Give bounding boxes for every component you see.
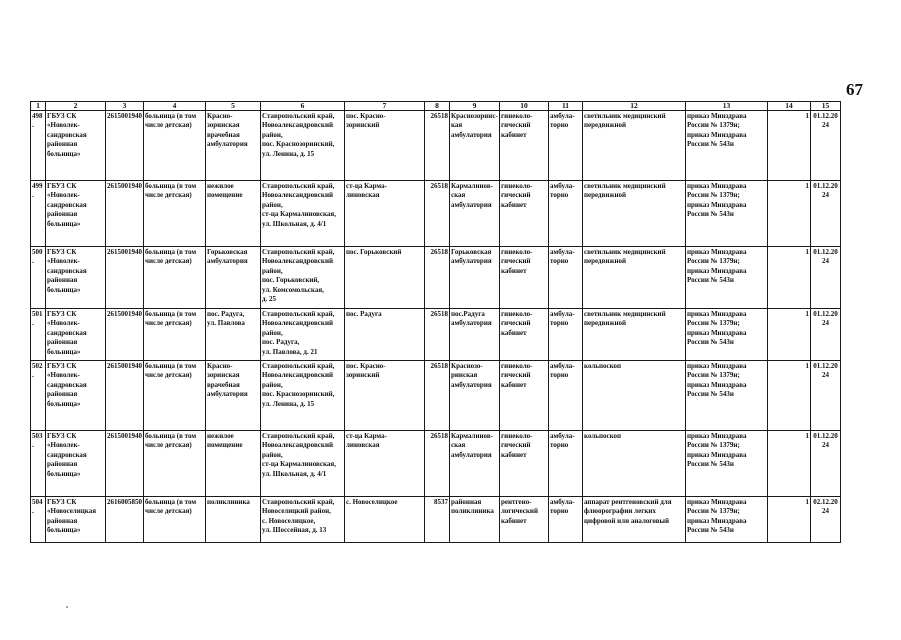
cell-address xyxy=(261,309,345,361)
cell-room-text: гинеколо- гический кабинет xyxy=(501,432,533,459)
cell-org-type-text: больница (в том числе детская) xyxy=(145,432,197,450)
cell-unit xyxy=(206,361,261,431)
cell-org-type xyxy=(144,309,206,361)
cell-organization-text: ГБУЗ СК «Новолек- сандровская районная больница» xyxy=(47,182,87,228)
cell-care-form xyxy=(549,497,583,543)
cell-facility-text: Горьковская амбулатория xyxy=(451,248,492,266)
table-row xyxy=(31,431,841,497)
cell-inn xyxy=(106,431,144,497)
cell-row-number xyxy=(31,497,46,543)
cell-basis xyxy=(686,181,768,247)
column-header: 11 xyxy=(549,102,583,111)
cell-settlement xyxy=(345,309,425,361)
cell-address xyxy=(261,361,345,431)
table-row xyxy=(31,247,841,309)
cell-code-text: 26518 xyxy=(430,362,448,370)
cell-room-text: гинеколо- гический кабинет xyxy=(501,182,533,209)
cell-organization xyxy=(46,111,106,181)
cell-facility-text: Кармалинов- ская амбулатория xyxy=(451,182,493,209)
table-body xyxy=(31,111,841,543)
column-header: 15 xyxy=(811,102,841,111)
cell-settlement xyxy=(345,497,425,543)
cell-room xyxy=(500,181,549,247)
column-header: 3 xyxy=(106,102,144,111)
cell-unit-text: Красно- зоринская врачебная амбулатория xyxy=(207,362,248,399)
cell-date xyxy=(811,431,841,497)
cell-care-form-text: амбула- торно xyxy=(550,432,575,450)
cell-organization-text: ГБУЗ СК «Новолек- сандровская районная больница» xyxy=(47,248,87,294)
cell-room-text: гинеколо- гический кабинет xyxy=(501,310,533,337)
cell-address xyxy=(261,181,345,247)
cell-organization xyxy=(46,497,106,543)
cell-equipment xyxy=(583,309,686,361)
cell-inn-text: 2615001940 xyxy=(107,248,142,256)
cell-code-text: 26518 xyxy=(430,112,448,120)
cell-org-type xyxy=(144,497,206,543)
cell-basis xyxy=(686,497,768,543)
cell-org-type xyxy=(144,247,206,309)
cell-row-number-text: 504. xyxy=(32,498,43,516)
cell-basis-text: приказ Минздрава России № 1379н; приказ Минздрава России № 543н xyxy=(687,310,747,347)
cell-date-text: 01.12.2024 xyxy=(813,362,838,380)
cell-row-number-text: 503. xyxy=(32,432,43,450)
cell-care-form-text: амбула- торно xyxy=(550,112,575,130)
column-header: 10 xyxy=(500,102,549,111)
cell-unit-text: Горьковская амбулатория xyxy=(207,248,248,266)
cell-code xyxy=(425,497,450,543)
cell-row-number-text: 498. xyxy=(32,112,43,130)
cell-quantity-text: 1 xyxy=(805,248,809,256)
cell-settlement xyxy=(345,247,425,309)
column-header: 5 xyxy=(206,102,261,111)
cell-organization-text: ГБУЗ СК «Новолек- сандровская районная больница» xyxy=(47,432,87,478)
cell-equipment xyxy=(583,247,686,309)
cell-care-form-text: амбула- торно xyxy=(550,310,575,328)
cell-facility xyxy=(450,111,500,181)
cell-quantity-text: 1 xyxy=(805,182,809,190)
cell-unit-text: нежилое помещение xyxy=(207,432,243,450)
cell-org-type-text: больница (в том числе детская) xyxy=(145,310,197,328)
cell-date-text: 02.12.2024 xyxy=(813,498,838,516)
cell-settlement xyxy=(345,181,425,247)
cell-unit xyxy=(206,247,261,309)
cell-address xyxy=(261,111,345,181)
cell-org-type xyxy=(144,181,206,247)
cell-facility xyxy=(450,309,500,361)
cell-room-text: гинеколо- гический кабинет xyxy=(501,362,533,389)
cell-settlement xyxy=(345,361,425,431)
cell-address xyxy=(261,247,345,309)
cell-room-text: гинеколо- гический кабинет xyxy=(501,248,533,275)
cell-org-type xyxy=(144,361,206,431)
cell-code xyxy=(425,431,450,497)
header-row xyxy=(31,102,841,111)
cell-settlement-text: пос. Радуга xyxy=(346,310,382,318)
cell-facility-text: Кармалинов- ская амбулатория xyxy=(451,432,493,459)
cell-settlement-text: ст-ца Карма- линовская xyxy=(346,432,387,450)
cell-address-text: Ставропольский край, Новоалександровский район, пос. Краснозоринский, ул. Ленина, д. 15 xyxy=(262,362,335,408)
cell-date-text: 01.12.2024 xyxy=(813,310,838,328)
cell-equipment-text: светильник медицинский передвижной xyxy=(584,182,666,200)
cell-equipment xyxy=(583,111,686,181)
cell-room xyxy=(500,431,549,497)
cell-facility xyxy=(450,497,500,543)
cell-basis-text: приказ Минздрава России № 1379н; приказ Минздрава России № 543н xyxy=(687,362,747,399)
cell-org-type-text: больница (в том числе детская) xyxy=(145,182,197,200)
cell-organization xyxy=(46,247,106,309)
cell-settlement-text: пос. Красно- зоринский xyxy=(346,362,386,380)
cell-date xyxy=(811,497,841,543)
cell-basis xyxy=(686,361,768,431)
cell-org-type-text: больница (в том числе детская) xyxy=(145,362,197,380)
cell-organization xyxy=(46,431,106,497)
cell-equipment xyxy=(583,431,686,497)
cell-address-text: Ставропольский край, Новоселицкий район, с. Новоселицкое, ул. Шоссейная, д. 13 xyxy=(262,498,335,535)
cell-code-text: 26518 xyxy=(430,182,448,190)
cell-code-text: 8537 xyxy=(434,498,448,506)
cell-basis-text: приказ Минздрава России № 1379н; приказ Минздрава России № 543н xyxy=(687,182,747,219)
cell-basis xyxy=(686,309,768,361)
cell-code xyxy=(425,111,450,181)
cell-care-form-text: амбула- торно xyxy=(550,498,575,516)
cell-quantity xyxy=(768,247,811,309)
cell-inn-text: 2616005850 xyxy=(107,498,142,506)
column-header: 1 xyxy=(31,102,46,111)
cell-org-type-text: больница (в том числе детская) xyxy=(145,248,197,266)
cell-room xyxy=(500,497,549,543)
cell-date xyxy=(811,111,841,181)
cell-code-text: 26518 xyxy=(430,432,448,440)
cell-organization-text: ГБУЗ СК «Новолек- сандровская районная больница» xyxy=(47,310,87,356)
cell-inn-text: 2615001940 xyxy=(107,432,142,440)
cell-code xyxy=(425,361,450,431)
cell-care-form-text: амбула- торно xyxy=(550,182,575,200)
cell-basis xyxy=(686,247,768,309)
cell-code-text: 26518 xyxy=(430,310,448,318)
cell-unit xyxy=(206,181,261,247)
cell-facility xyxy=(450,247,500,309)
column-header: 9 xyxy=(450,102,500,111)
table-row xyxy=(31,497,841,543)
cell-address-text: Ставропольский край, Новоалександровский район, пос. Краснозоринский, ул. Ленина, д. 15 xyxy=(262,112,335,158)
cell-unit-text: Красно- зоринская врачебная амбулатория xyxy=(207,112,248,149)
cell-unit xyxy=(206,497,261,543)
cell-inn-text: 2615001940 xyxy=(107,362,142,370)
cell-settlement-text: пос. Горьковский xyxy=(346,248,402,256)
cell-equipment xyxy=(583,497,686,543)
cell-org-type xyxy=(144,111,206,181)
cell-room-text: рентгено- логический кабинет xyxy=(501,498,538,525)
cell-care-form xyxy=(549,247,583,309)
cell-basis xyxy=(686,431,768,497)
page-number: 67 xyxy=(846,80,863,99)
cell-care-form-text: амбула- торно xyxy=(550,362,575,380)
cell-equipment-text: светильник медицинский передвижной xyxy=(584,248,666,266)
cell-inn xyxy=(106,181,144,247)
cell-care-form-text: амбула- торно xyxy=(550,248,575,266)
cell-unit xyxy=(206,431,261,497)
cell-settlement-text: пос. Красно- зоринский xyxy=(346,112,386,130)
registry-table xyxy=(30,101,841,543)
table-row xyxy=(31,111,841,181)
cell-basis xyxy=(686,111,768,181)
column-header: 13 xyxy=(686,102,768,111)
cell-facility-text: районная поликлиника xyxy=(451,498,494,516)
cell-row-number xyxy=(31,247,46,309)
cell-address xyxy=(261,431,345,497)
cell-date-text: 01.12.2024 xyxy=(813,182,838,200)
cell-quantity-text: 1 xyxy=(805,498,809,506)
cell-organization xyxy=(46,181,106,247)
cell-row-number-text: 502. xyxy=(32,362,43,380)
cell-equipment xyxy=(583,181,686,247)
cell-room xyxy=(500,247,549,309)
cell-date xyxy=(811,247,841,309)
cell-unit-text: пос. Радуга, ул. Павлова xyxy=(207,310,245,328)
scan-speck xyxy=(66,606,68,608)
cell-org-type-text: больница (в том числе детская) xyxy=(145,498,197,516)
cell-quantity xyxy=(768,497,811,543)
cell-address-text: Ставропольский край, Новоалександровский район, ст-ца Кармалиновская, ул. Школьная, д. 4/1 xyxy=(262,432,336,478)
cell-basis-text: приказ Минздрава России № 1379н; приказ Минздрава России № 543н xyxy=(687,432,747,469)
table-row xyxy=(31,309,841,361)
cell-address-text: Ставропольский край, Новоалександровский район, пос. Радуга, ул. Павлова, д. 21 xyxy=(262,310,335,356)
cell-equipment-text: кольпоскоп xyxy=(584,362,622,370)
cell-equipment-text: светильник медицинский передвижной xyxy=(584,310,666,328)
cell-org-type xyxy=(144,431,206,497)
cell-unit xyxy=(206,111,261,181)
cell-date-text: 01.12.2024 xyxy=(813,112,838,130)
cell-row-number-text: 501. xyxy=(32,310,43,328)
cell-inn xyxy=(106,309,144,361)
cell-facility-text: пос.Радуга амбулатория xyxy=(451,310,492,328)
cell-equipment-text: светильник медицинский передвижной xyxy=(584,112,666,130)
cell-equipment-text: аппарат рентгеновский для флюорографии легких цифровой или аналоговый xyxy=(584,498,672,525)
cell-facility xyxy=(450,431,500,497)
cell-equipment xyxy=(583,361,686,431)
cell-settlement-text: ст-ца Карма- линовская xyxy=(346,182,387,200)
cell-unit-text: нежилое помещение xyxy=(207,182,243,200)
cell-quantity-text: 1 xyxy=(805,362,809,370)
cell-facility xyxy=(450,181,500,247)
cell-inn xyxy=(106,111,144,181)
column-header: 6 xyxy=(261,102,345,111)
cell-row-number xyxy=(31,361,46,431)
cell-quantity-text: 1 xyxy=(805,432,809,440)
cell-code xyxy=(425,247,450,309)
cell-row-number-text: 500. xyxy=(32,248,43,266)
cell-basis-text: приказ Минздрава России № 1379н; приказ Минздрава России № 543н xyxy=(687,248,747,285)
column-header: 14 xyxy=(768,102,811,111)
cell-inn-text: 2615001940 xyxy=(107,310,142,318)
cell-care-form xyxy=(549,309,583,361)
cell-facility-text: Краснозоринс- кая амбулатория xyxy=(451,112,498,139)
cell-row-number xyxy=(31,111,46,181)
cell-care-form xyxy=(549,111,583,181)
cell-basis-text: приказ Минздрава России № 1379н; приказ Минздрава России № 543н xyxy=(687,498,747,535)
cell-code xyxy=(425,309,450,361)
cell-room xyxy=(500,309,549,361)
cell-code-text: 26518 xyxy=(430,248,448,256)
table-row xyxy=(31,361,841,431)
cell-settlement xyxy=(345,431,425,497)
cell-quantity xyxy=(768,181,811,247)
column-header: 8 xyxy=(425,102,450,111)
cell-care-form xyxy=(549,361,583,431)
cell-inn-text: 2615001940 xyxy=(107,182,142,190)
cell-date-text: 01.12.2024 xyxy=(813,432,838,450)
cell-date xyxy=(811,181,841,247)
cell-date-text: 01.12.2024 xyxy=(813,248,838,266)
cell-quantity xyxy=(768,361,811,431)
cell-organization-text: ГБУЗ СК «Новолек- сандровская районная больница» xyxy=(47,112,87,158)
cell-organization-text: ГБУЗ СК «Новоселицкая районная больница» xyxy=(47,498,97,535)
cell-inn xyxy=(106,497,144,543)
cell-code xyxy=(425,181,450,247)
cell-care-form xyxy=(549,431,583,497)
cell-address-text: Ставропольский край, Новоалександровский район, пос. Горьковский, ул. Комсомольская, д. 25 xyxy=(262,248,335,304)
cell-equipment-text: кольпоскоп xyxy=(584,432,622,440)
cell-address xyxy=(261,497,345,543)
cell-organization xyxy=(46,309,106,361)
cell-room-text: гинеколо- гический кабинет xyxy=(501,112,533,139)
cell-organization xyxy=(46,361,106,431)
cell-row-number xyxy=(31,309,46,361)
cell-unit xyxy=(206,309,261,361)
cell-inn xyxy=(106,247,144,309)
cell-date xyxy=(811,361,841,431)
cell-unit-text: поликлиника xyxy=(207,498,250,506)
column-header: 2 xyxy=(46,102,106,111)
cell-row-number xyxy=(31,181,46,247)
cell-row-number-text: 499. xyxy=(32,182,43,200)
cell-organization-text: ГБУЗ СК «Новолек- сандровская районная больница» xyxy=(47,362,87,408)
cell-quantity-text: 1 xyxy=(805,112,809,120)
table-row xyxy=(31,181,841,247)
cell-facility-text: Краснозо- ринская амбулатория xyxy=(451,362,492,389)
cell-inn-text: 2615001940 xyxy=(107,112,142,120)
cell-quantity xyxy=(768,309,811,361)
cell-facility xyxy=(450,361,500,431)
cell-quantity xyxy=(768,111,811,181)
cell-settlement-text: с. Новоселицкое xyxy=(346,498,398,506)
cell-room xyxy=(500,361,549,431)
cell-settlement xyxy=(345,111,425,181)
cell-care-form xyxy=(549,181,583,247)
cell-quantity-text: 1 xyxy=(805,310,809,318)
cell-basis-text: приказ Минздрава России № 1379н; приказ Минздрава России № 543н xyxy=(687,112,747,149)
cell-quantity xyxy=(768,431,811,497)
cell-room xyxy=(500,111,549,181)
column-header: 12 xyxy=(583,102,686,111)
column-header: 7 xyxy=(345,102,425,111)
cell-row-number xyxy=(31,431,46,497)
column-header: 4 xyxy=(144,102,206,111)
cell-org-type-text: больница (в том числе детская) xyxy=(145,112,197,130)
cell-address-text: Ставропольский край, Новоалександровский район, ст-ца Кармалиновская, ул. Школьная, д. 4/1 xyxy=(262,182,336,228)
cell-inn xyxy=(106,361,144,431)
cell-date xyxy=(811,309,841,361)
